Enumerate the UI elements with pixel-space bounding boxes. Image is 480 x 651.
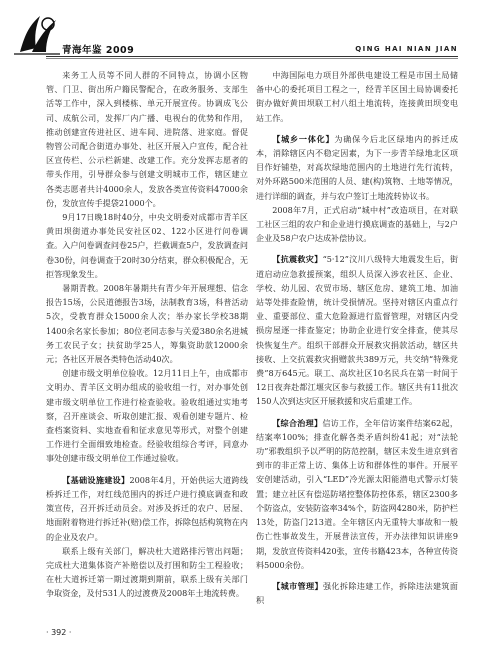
yearbook-logo-icon bbox=[10, 8, 68, 60]
paragraph bbox=[46, 544, 248, 601]
paragraph bbox=[256, 132, 458, 203]
book-year: 2009 bbox=[105, 45, 135, 56]
paragraph-text: 暑期青教。2008年暑期共有青少年开展理想、信念报告15场，公民道德报告3场，法制教育3场，科普活动5次，受教育群众15000余人次；举办家长学校38期1400余名家长参加；80位老同志参与关爱380余名进城务工农民子女；扶贫助学25人，筹集资助款12000余元；各社区开展各类特色活动40次。 bbox=[46, 283, 248, 365]
section-heading: 【基础设施建设】 bbox=[62, 474, 130, 485]
page-header bbox=[0, 0, 480, 64]
header-rule bbox=[46, 56, 458, 57]
yearbook-title bbox=[62, 42, 134, 56]
paragraph-text: 信访工作，全年信访案件结案62起，结案率100%；排查化解各类矛盾纠纷41起；对“法轮功”邪教组织予以严明的防范控制，辖区未发生进京到省到市的非正常上访、集体上访和群体性的事件。开展平安创建活动，引入“LED”冷光源太阳能潜电式警示灯装置；建立社区有偿巡防堵控整体防控体系，辖区2300多个防盗点，安装防盗率34%个，防盗网4280米，防护栏13处，防盗门213道。全年辖区内无重特大事故和一般伤亡性事故发生，开展普法宣传，开办法律知识讲座9期，发放宣传资料420张，宣传书籍423本，各种宣传资料5000余份。 bbox=[256, 417, 458, 570]
pinyin-title: QING HAI NIAN JIAN bbox=[355, 45, 458, 53]
right-column bbox=[256, 68, 458, 607]
paragraph-text: 为确保今后北区绿地内的拆迁成本，消除辖区内不稳定因素，为下一步青羊绿地北区项目作好铺垫，对高坎绿地范围内的土地进行先行流转，对外环路500米范围的人员、建(构)筑物、土地等情况，进行详细的调查，并与农户签订土地流转协议书。 bbox=[256, 133, 458, 201]
paragraph-text: 创建市级文明单位验收。12月11日上午，由成都市文明办、青羊区文明办组成的验收组一行，对办事处创建市级文明单位工作进行检查验收。验收组通过实地考察，召开座谈会、听取创建汇报、观看创建专题片、检查档案资料、实地查看和征求意见等形式，对整个创建工作进行全面细致地检查。经验收组综合考评，同意办事处创建市级文明单位工作通过验收。 bbox=[46, 368, 248, 464]
paragraph-text: 9月17日晚18时40分，中央文明委对成都市青羊区黄田坝街道办事处民安社区02、122小区进行问卷调查。入户问卷调查问卷25户，拦截调查5户，发放调查问卷30份，问卷调查于20时30分结束，群众积极配合，无拒答现象发生。 bbox=[46, 212, 248, 279]
paragraph-text: 2008年7月，正式启动“城中村”改造项目，在对联工社区三组的农户和企业进行摸底调查的基础上，与2户企业及58户农户达成补偿协议。 bbox=[256, 204, 458, 244]
paragraph bbox=[46, 473, 248, 544]
paragraph-text: 联系上级有关部门，解决杜大道路排污管出问题；完成杜大道集体资产补赔偿以及打围和防尘工程验收；在杜大道拆迁第一期过渡期到期前，联系上级有关部门争取资金，及付531人的过渡费及2008年土地流转费。 bbox=[46, 545, 248, 599]
section-heading: 【城乡一体化】 bbox=[272, 133, 335, 144]
paragraph bbox=[256, 579, 458, 607]
paragraph-text: 2008年4月，开始供运大道跨线桥拆迁工作，对红线范围内的拆迁户进行摸底调查和政策宣传，召开拆迁动员会。对涉及拆迁的农户、居屋、地面附着物进行拆迁补(赔)偿工作，拆除包括构筑物在内的企业及农户。 bbox=[46, 474, 248, 542]
page-number: · 392 · bbox=[46, 628, 72, 637]
paragraph-text: 中海国际电力项目外部供电建设工程是市国土局储备中心的委托项目工程之一，经青羊区国土局协调委托街办做好黄田坝联工村八组土地流转，连接黄田坝变电站工作。 bbox=[256, 70, 458, 123]
header-rule-thin bbox=[46, 58, 458, 59]
paragraph bbox=[46, 366, 248, 465]
paragraph bbox=[46, 210, 248, 281]
book-title: 青海年鉴 bbox=[62, 45, 103, 56]
left-column bbox=[46, 68, 248, 601]
section-heading: 【综合治理】 bbox=[272, 417, 323, 428]
paragraph bbox=[256, 252, 458, 408]
paragraph-text: “5·12”汶川八级特大地震发生后，街道启动应急救援预案，组织人员深入涉农社区、企业、学校、幼儿园、农贸市场、辖区危房、建筑工地、加油站等处排查险情，统计受损情况。坚持对辖区内重点行业、重要部位、重大危险源进行监督管理，对辖区内受损房屋逐一排查鉴定；协助企业进行安全排查，使其尽快恢复生产。组织干部群众开展救灾捐款活动，辖区共接收、上交抗震救灾捐赠款共389万元，共交纳“特殊党费”8万645元。联工、高坎社区10名民兵在第一时间于12日夜奔赴都江堰灾区参与救援工作。辖区共有11批次150人次到达灾区开展救援和灾后重建工作。 bbox=[256, 254, 458, 407]
section-heading: 【城市管理】 bbox=[272, 580, 323, 591]
paragraph bbox=[256, 416, 458, 572]
paragraph bbox=[256, 203, 458, 246]
paragraph-text: 强化拆除违建工作，拆除违法建筑面积 bbox=[256, 580, 458, 606]
paragraph bbox=[256, 68, 458, 125]
paragraph bbox=[46, 281, 248, 366]
section-heading: 【抗震救灾】 bbox=[272, 254, 323, 265]
paragraph-text: 来务工人员等不同人群的不同特点，协调小区物管、门卫、街出所户籍民警配合，在政务服务、支部生活等工作中，深入到楼栋、单元开展宣传。协调成飞公司、成航公司，发挥厂内广播、电视台的优势和作用，推动创建宣传进社区、进车间、进院落、进家庭。督促物管公司配合街道办事处、社区开展入户宣传，配合社区宣传栏、公示栏新建、改建工作。充分发挥志愿者的带头作用，引导群众参与创建文明城市工作，辖区建立各类志愿者共计4000余人，发放各类宣传资料47000余份，发放宣传手提袋21000个。 bbox=[46, 70, 248, 208]
paragraph bbox=[46, 68, 248, 210]
